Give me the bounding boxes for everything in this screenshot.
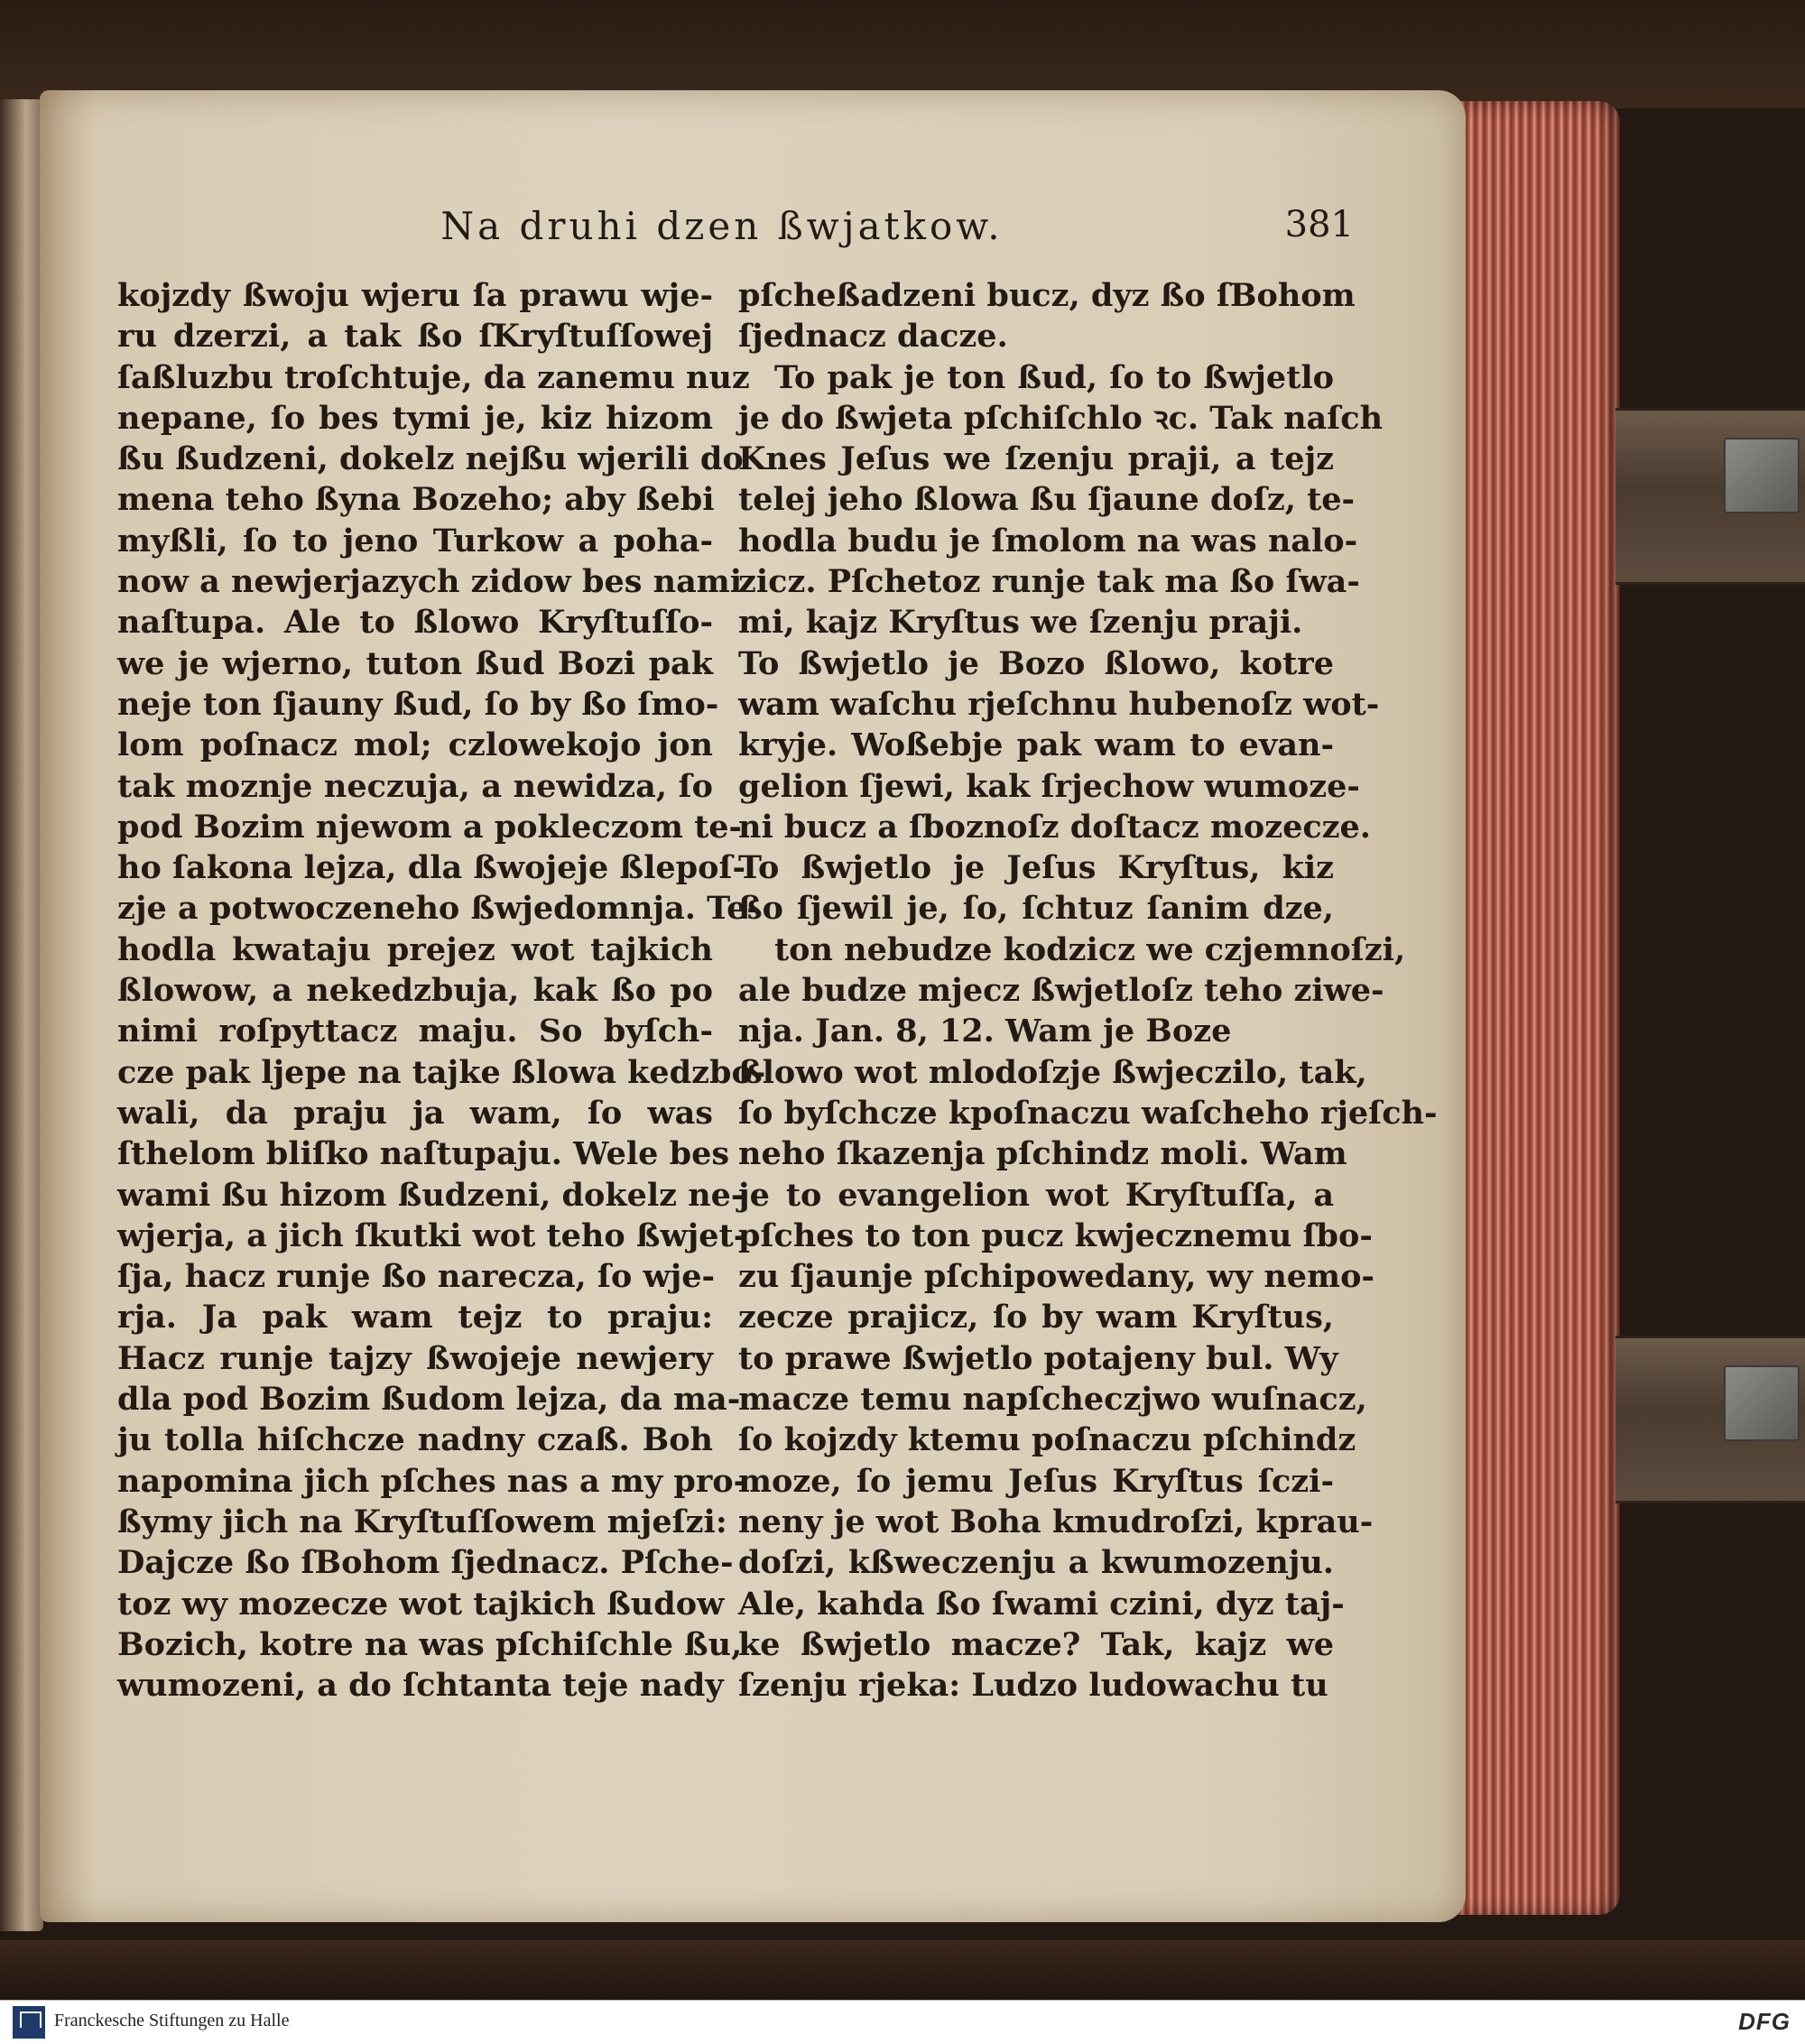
- text-line: ho ſakona lejza, dla ßwojeje ßlepoſ-: [117, 849, 746, 887]
- text-line: ßo ſjewil je, ſo, ſchtuz ſanim dze,: [738, 890, 1334, 928]
- text-line: zje a potwoczeneho ßwjedomnja. Te-: [117, 890, 760, 928]
- text-line: ſthelom bliſko naſtupaju. Wele bes: [117, 1135, 730, 1173]
- text-line: To ßwjetlo je Bozo ßlowo, kotre: [738, 644, 1334, 682]
- text-line: neje ton ſjauny ßud, ſo by ßo ſmo-: [117, 685, 719, 723]
- text-line: doſzi, kßweczenju a kwumozenju.: [738, 1544, 1334, 1582]
- text-line: to prawe ßwjetlo potajeny bul. Wy: [738, 1339, 1338, 1377]
- text-line: wam waſchu rjeſchnu hubenoſz wot-: [738, 685, 1380, 723]
- text-line: Ale, kahda ßo ſwami czini, dyz taj-: [738, 1585, 1345, 1623]
- text-line: nja. Jan. 8, 12. Wam je Boze: [738, 1013, 1232, 1050]
- text-line: ſjednacz dacze.: [738, 318, 1008, 356]
- text-line: ke ßwjetlo macze? Tak, kajz we: [738, 1625, 1334, 1663]
- text-line: ßu ßudzeni, dokelz nejßu wjerili do: [117, 440, 744, 478]
- text-line: nepane, ſo bes tymi je, kiz hizom: [117, 399, 713, 437]
- text-line: myßli, ſo to jeno Turkow a poha-: [117, 522, 713, 560]
- clasp-metal-plate: [1724, 438, 1800, 513]
- text-line: telej jeho ßlowa ßu ſjaune doſz, te-: [738, 481, 1356, 519]
- text-line: neny je wot Boha kmudroſzi, kprau-: [738, 1503, 1374, 1540]
- viewer-footer: [0, 2000, 1805, 2044]
- text-column-right: [738, 275, 1438, 1706]
- text-line: naſtupa. Ale to ßlowo Kryſtuſſo-: [117, 604, 713, 642]
- text-line: ton nebudze kodzicz we czjemnoſzi,: [774, 930, 1406, 968]
- running-head: Na druhi dzen ßwjatkow.: [440, 204, 1004, 248]
- text-column-left: [117, 275, 766, 1706]
- text-line: ßymy jich na Kryſtuſſowem mjeſzi:: [117, 1503, 727, 1540]
- text-line: hodla kwataju prejez wot tajkich: [117, 930, 713, 968]
- text-line: ſaßluzbu troſchtuje, da zanemu nuz: [117, 358, 750, 396]
- institution-name: Franckesche Stiftungen zu Halle: [54, 2011, 290, 2030]
- text-line: toz wy mozecze wot tajkich ßudow: [117, 1585, 725, 1623]
- book-cover-bottom: [0, 1940, 1805, 2000]
- text-line: zecze prajicz, ſo by wam Kryſtus,: [738, 1299, 1334, 1336]
- text-line: napomina jich pſches nas a my pro-: [117, 1462, 747, 1500]
- page-fore-edge: [1458, 101, 1620, 1915]
- page-number: 381: [1284, 204, 1354, 245]
- text-line: moze, ſo jemu Jeſus Kryſtus ſczi-: [738, 1462, 1334, 1500]
- facing-page-edge: [0, 99, 43, 1931]
- text-line: ſzenju rjeka: Ludzo ludowachu tu: [738, 1667, 1328, 1705]
- text-line: wjerja, a jich ſkutki wot teho ßwjet-: [117, 1216, 747, 1254]
- institution-logo-icon: [13, 2006, 45, 2039]
- text-line: lom poſnacz mol; czlowekojo jon: [117, 726, 713, 764]
- text-line: Dajcze ßo ſBohom ſjednacz. Pſche-: [117, 1544, 734, 1582]
- text-line: ale budze mjecz ßwjetloſz teho ziwe-: [738, 972, 1384, 1010]
- text-line: pod Bozim njewom a pokleczom te-: [117, 808, 743, 846]
- clasp-metal-plate: [1724, 1365, 1800, 1441]
- text-line: wami ßu hizom ßudzeni, dokelz ne-: [117, 1176, 745, 1214]
- text-line: hodla budu je ſmolom na was nalo-: [738, 522, 1358, 560]
- text-line: pſches to ton pucz kwjecznemu ſbo-: [738, 1216, 1373, 1254]
- text-line: ſja, hacz runje ßo narecza, ſo wje-: [117, 1258, 716, 1296]
- text-line: je to evangelion wot Kryſtuſſa, a: [738, 1176, 1334, 1214]
- text-line: zicz. Pſchetoz runje tak ma ßo ſwa-: [738, 563, 1360, 601]
- text-line: we je wjerno, tuton ßud Bozi pak: [117, 644, 713, 682]
- text-line: kojzdy ßwoju wjeru ſa prawu wje-: [117, 277, 713, 314]
- text-line: mena teho ßyna Bozeho; aby ßebi: [117, 481, 715, 519]
- text-line: je do ßwjeta pſchiſchlo ꝛc. Tak naſch: [738, 399, 1384, 437]
- text-line: To ßwjetlo je Jeſus Kryſtus, kiz: [738, 849, 1334, 887]
- text-line: rja. Ja pak wam tejz to praju:: [117, 1299, 713, 1336]
- text-line: ßlowo wot mlodoſzje ßwjeczilo, tak,: [738, 1053, 1367, 1091]
- text-line: ſo kojzdy ktemu poſnaczu pſchindz: [738, 1421, 1356, 1459]
- text-line: cze pak ljepe na tajke ßlowa kedzbo-: [117, 1053, 766, 1091]
- text-line: Knes Jeſus we ſzenju praji, a tejz: [738, 440, 1334, 478]
- text-line: dla pod Bozim ßudom lejza, da ma-: [117, 1381, 741, 1419]
- text-line: pſcheßadzeni bucz, dyz ßo ſBohom: [738, 277, 1356, 314]
- text-line: gelion ſjewi, kak ſrjechow wumoze-: [738, 767, 1360, 805]
- text-line: ſo byſchcze kpoſnaczu waſcheho rjeſch-: [738, 1094, 1438, 1132]
- dfg-logo: DFG: [1738, 2008, 1791, 2035]
- text-line: kryje. Woßebje pak wam to evan-: [738, 726, 1334, 764]
- text-line: Bozich, kotre na was pſchiſchle ßu,: [117, 1625, 743, 1663]
- text-line: now a newjerjazych zidow bes nami: [117, 563, 743, 601]
- text-line: macze temu napſcheczjwo wuſnacz,: [738, 1381, 1367, 1419]
- text-line: ru dzerzi, a tak ßo ſKryſtuſſowej: [117, 318, 713, 356]
- text-line: To pak je ton ßud, ſo to ßwjetlo: [774, 358, 1334, 396]
- text-line: Hacz runje tajzy ßwojeje newjery: [117, 1339, 713, 1377]
- text-line: wali, da praju ja wam, ſo was: [117, 1094, 713, 1132]
- book-clasp-upper: [1615, 408, 1805, 585]
- text-line: zu ſjaunje pſchipowedany, wy nemo-: [738, 1258, 1375, 1296]
- text-line: tak moznje neczuja, a newidza, ſo: [117, 767, 713, 805]
- page-header: [108, 204, 1354, 267]
- text-line: neho ſkazenja pſchindz moli. Wam: [738, 1135, 1347, 1173]
- text-line: wumozeni, a do ſchtanta teje nady: [117, 1667, 724, 1705]
- text-line: mi, kajz Kryſtus we ſzenju praji.: [738, 604, 1303, 642]
- book-clasp-lower: [1615, 1336, 1805, 1503]
- text-line: ni bucz a ſboznoſz doſtacz mozecze.: [738, 808, 1371, 846]
- text-line: ju tolla hiſchcze nadny czaß. Boh: [117, 1421, 713, 1459]
- text-line: nimi roſpyttacz maju. So byſch-: [117, 1013, 713, 1050]
- text-line: ßlowow, a nekedzbuja, kak ßo po: [117, 972, 713, 1010]
